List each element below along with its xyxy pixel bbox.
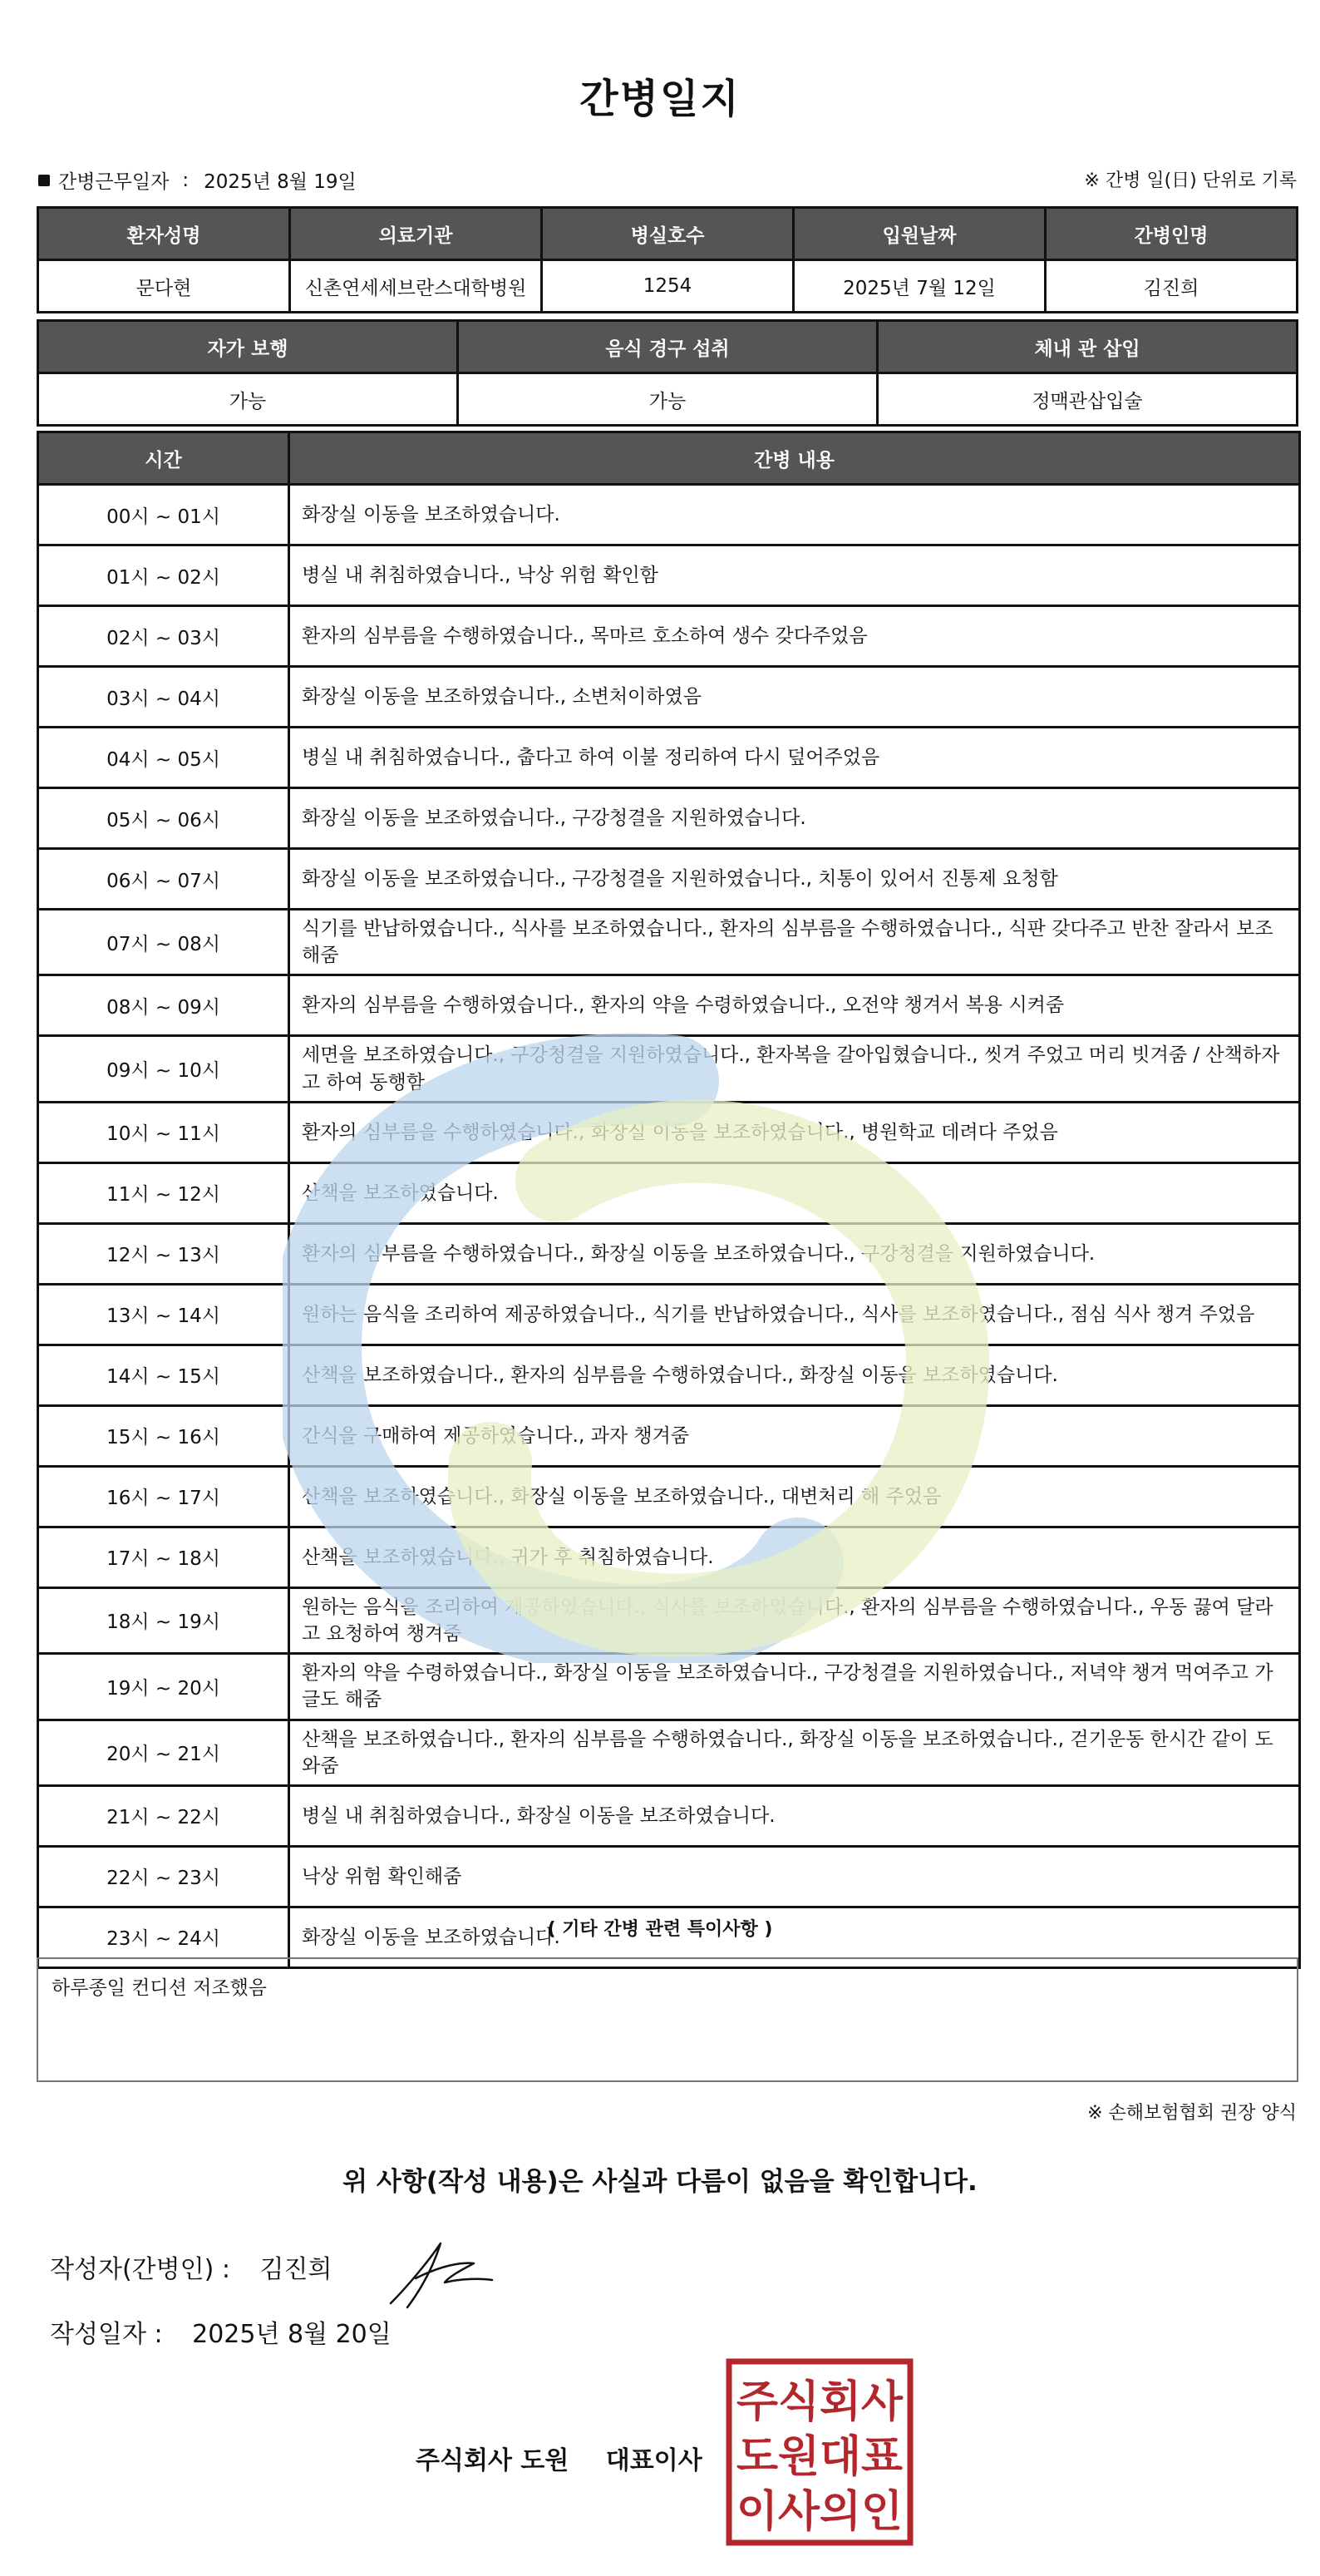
oral-intake-value: 가능	[458, 373, 878, 426]
log-note: 식기를 반납하였습니다., 식사를 보조하였습니다., 환자의 심부름을 수행하였습니다., 식판 갖다주고 반찬 잘라서 보조해줌	[289, 910, 1300, 975]
handwritten-signature	[382, 2237, 499, 2312]
log-time: 06시 ~ 07시	[38, 849, 289, 910]
log-time: 01시 ~ 02시	[38, 545, 289, 606]
log-time: 11시 ~ 12시	[38, 1162, 289, 1223]
tube-insertion-value: 정맥관삽입술	[878, 373, 1298, 426]
self-walking-value: 가능	[38, 373, 458, 426]
log-note: 화장실 이동을 보조하였습니다., 구강청결을 지원하였습니다., 치통이 있어서 진통제 요청함	[289, 849, 1300, 910]
log-note: 환자의 심부름을 수행하였습니다., 화장실 이동을 보조하였습니다., 구강청결을 지원하였습니다.	[289, 1223, 1300, 1284]
special-notes-title: ( 기타 간병 관련 특이사항 )	[547, 1919, 773, 1940]
log-time: 15시 ~ 16시	[38, 1405, 289, 1466]
seal-line-1: 주식회사	[736, 2377, 904, 2427]
log-row	[38, 1162, 1300, 1223]
log-body	[38, 485, 1300, 1968]
log-row	[38, 606, 1300, 667]
log-row	[38, 1345, 1300, 1405]
log-note: 낙상 위험 확인해줌	[289, 1846, 1300, 1907]
log-time: 17시 ~ 18시	[38, 1527, 289, 1587]
status-header-row	[38, 321, 1298, 373]
work-date-separator: :	[182, 169, 190, 191]
log-row	[38, 1654, 1300, 1720]
log-row	[38, 910, 1300, 975]
log-row	[38, 485, 1300, 545]
log-note: 산책을 보조하였습니다., 화장실 이동을 보조하였습니다., 대변처리 해 주었음	[289, 1466, 1300, 1527]
special-notes-text: 하루종일 컨디션 저조했음	[52, 1977, 268, 1999]
log-row	[38, 667, 1300, 728]
log-note: 간식을 구매하여 제공하였습니다., 과자 챙겨줌	[289, 1405, 1300, 1466]
log-time: 23시 ~ 24시	[38, 1907, 289, 1967]
log-note: 화장실 이동을 보조하였습니다.	[289, 1907, 1300, 1967]
log-time: 20시 ~ 21시	[38, 1720, 289, 1785]
header-time: 시간	[38, 432, 289, 485]
log-time: 22시 ~ 23시	[38, 1846, 289, 1907]
standard-form-note: ※ 손해보험협회 권장 양식	[1087, 2103, 1297, 2124]
log-row	[38, 1587, 1300, 1653]
work-date-value: 2025년 8월 19일	[204, 171, 357, 193]
log-time: 08시 ~ 09시	[38, 975, 289, 1036]
header-room-number: 병실호수	[542, 208, 794, 260]
log-note: 병실 내 취침하였습니다., 화장실 이동을 보조하였습니다.	[289, 1785, 1300, 1846]
write-date-value: 2025년 8월 20일	[192, 2320, 392, 2349]
log-row	[38, 1102, 1300, 1162]
work-date-label: 간병근무일자	[58, 171, 170, 193]
log-time: 00시 ~ 01시	[38, 485, 289, 545]
log-note: 환자의 심부름을 수행하였습니다., 화장실 이동을 보조하였습니다., 병원학교 데려다 주었음	[289, 1102, 1300, 1162]
log-note: 세면을 보조하였습니다., 구강청결을 지원하였습니다., 환자복을 갈아입혔습니다., 씻겨 주었고 머리 빗겨줌 / 산책하자고 하여 동행함	[289, 1036, 1300, 1102]
log-row	[38, 975, 1300, 1036]
log-row	[38, 788, 1300, 849]
log-note: 병실 내 취침하였습니다., 낙상 위험 확인함	[289, 545, 1300, 606]
log-time: 09시 ~ 10시	[38, 1036, 289, 1102]
log-row	[38, 1405, 1300, 1466]
log-time: 13시 ~ 14시	[38, 1284, 289, 1345]
log-time: 12시 ~ 13시	[38, 1223, 289, 1284]
work-date	[38, 166, 357, 194]
unit-note: ※ 간병 일(日) 단위로 기록	[1084, 170, 1297, 191]
caregiver-name: 김진희	[1046, 260, 1298, 313]
log-row	[38, 1466, 1300, 1527]
header-admission-date: 입원날짜	[794, 208, 1046, 260]
log-note: 환자의 심부름을 수행하였습니다., 환자의 약을 수령하였습니다., 오전약 챙겨서 복용 시켜줌	[289, 975, 1300, 1036]
log-note: 원하는 음식을 조리하여 제공하였습니다., 식기를 반납하였습니다., 식사를 보조하였습니다., 점심 식사 챙겨 주었음	[289, 1284, 1300, 1345]
log-note: 산책을 보조하였습니다., 환자의 심부름을 수행하였습니다., 화장실 이동을 보조하였습니다., 걷기운동 한시간 같이 도와줌	[289, 1720, 1300, 1785]
hourly-care-log-table	[37, 431, 1301, 1969]
patient-value-row	[38, 260, 1298, 313]
log-note: 산책을 보조하였습니다.	[289, 1162, 1300, 1223]
patient-info-table	[37, 206, 1298, 313]
hospital-name: 신촌연세세브란스대학병원	[290, 260, 542, 313]
company-seal-stamp	[726, 2358, 914, 2546]
log-note: 환자의 심부름을 수행하였습니다., 목마르 호소하여 생수 갖다주었음	[289, 606, 1300, 667]
header-self-walking: 자가 보행	[38, 321, 458, 373]
log-note: 원하는 음식을 조리하여 제공하였습니다., 식사를 보조하였습니다., 환자의 심부름을 수행하였습니다., 우동 끓여 달라고 요청하여 챙겨줌	[289, 1587, 1300, 1653]
log-time: 07시 ~ 08시	[38, 910, 289, 975]
square-bullet-icon	[38, 175, 50, 186]
log-note: 화장실 이동을 보조하였습니다., 소변처이하였음	[289, 667, 1300, 728]
room-number: 1254	[542, 260, 794, 313]
log-row	[38, 1720, 1300, 1785]
log-time: 10시 ~ 11시	[38, 1102, 289, 1162]
special-notes-box	[37, 1957, 1298, 2082]
company-line	[416, 2440, 702, 2476]
log-note: 병실 내 취침하였습니다., 춥다고 하여 이불 정리하여 다시 덮어주었음	[289, 728, 1300, 788]
log-time: 19시 ~ 20시	[38, 1654, 289, 1720]
seal-line-3: 이사의인	[736, 2487, 903, 2537]
log-row	[38, 1223, 1300, 1284]
write-date-line	[50, 2313, 392, 2350]
log-time: 02시 ~ 03시	[38, 606, 289, 667]
writer-name: 김진희	[259, 2255, 332, 2284]
patient-header-row	[38, 208, 1298, 260]
writer-label: 작성자(간병인) :	[50, 2255, 230, 2284]
log-note: 산책을 보조하였습니다., 환자의 심부름을 수행하였습니다., 화장실 이동을 보조하였습니다.	[289, 1345, 1300, 1405]
log-row	[38, 545, 1300, 606]
log-row	[38, 849, 1300, 910]
header-oral-intake: 음식 경구 섭취	[458, 321, 878, 373]
header-hospital: 의료기관	[290, 208, 542, 260]
company-name: 주식회사 도원	[416, 2446, 569, 2475]
log-time: 18시 ~ 19시	[38, 1587, 289, 1653]
log-time: 16시 ~ 17시	[38, 1466, 289, 1527]
log-row	[38, 1284, 1300, 1345]
log-row	[38, 728, 1300, 788]
header-care-content: 간병 내용	[289, 432, 1300, 485]
confirmation-statement: 위 사항(작성 내용)은 사실과 다름이 없음을 확인합니다.	[342, 2167, 978, 2197]
header-patient-name: 환자성명	[38, 208, 290, 260]
log-time: 03시 ~ 04시	[38, 667, 289, 728]
log-row	[38, 1036, 1300, 1102]
log-note: 화장실 이동을 보조하였습니다.	[289, 485, 1300, 545]
header-tube-insertion: 체내 관 삽입	[878, 321, 1298, 373]
patient-status-table	[37, 319, 1298, 427]
seal-line-2: 도원대표	[736, 2432, 903, 2482]
status-value-row	[38, 373, 1298, 426]
patient-name: 문다현	[38, 260, 290, 313]
log-row	[38, 1527, 1300, 1587]
admission-date: 2025년 7월 12일	[794, 260, 1046, 313]
document-title: 간병일지	[579, 76, 741, 122]
log-time: 21시 ~ 22시	[38, 1785, 289, 1846]
log-row	[38, 1846, 1300, 1907]
log-note: 화장실 이동을 보조하였습니다., 구강청결을 지원하였습니다.	[289, 788, 1300, 849]
log-header-row	[38, 432, 1300, 485]
log-row	[38, 1785, 1300, 1846]
header-caregiver-name: 간병인명	[1046, 208, 1298, 260]
log-note: 산책을 보조하였습니다., 귀가 후 취침하였습니다.	[289, 1527, 1300, 1587]
log-time: 04시 ~ 05시	[38, 728, 289, 788]
write-date-label: 작성일자 :	[50, 2320, 163, 2349]
writer-line	[50, 2248, 332, 2285]
log-time: 14시 ~ 15시	[38, 1345, 289, 1405]
company-title: 대표이사	[605, 2446, 702, 2475]
log-time: 05시 ~ 06시	[38, 788, 289, 849]
log-note: 환자의 약을 수령하였습니다., 화장실 이동을 보조하였습니다., 구강청결을 지원하였습니다., 저녁약 챙겨 먹여주고 가글도 해줌	[289, 1654, 1300, 1720]
